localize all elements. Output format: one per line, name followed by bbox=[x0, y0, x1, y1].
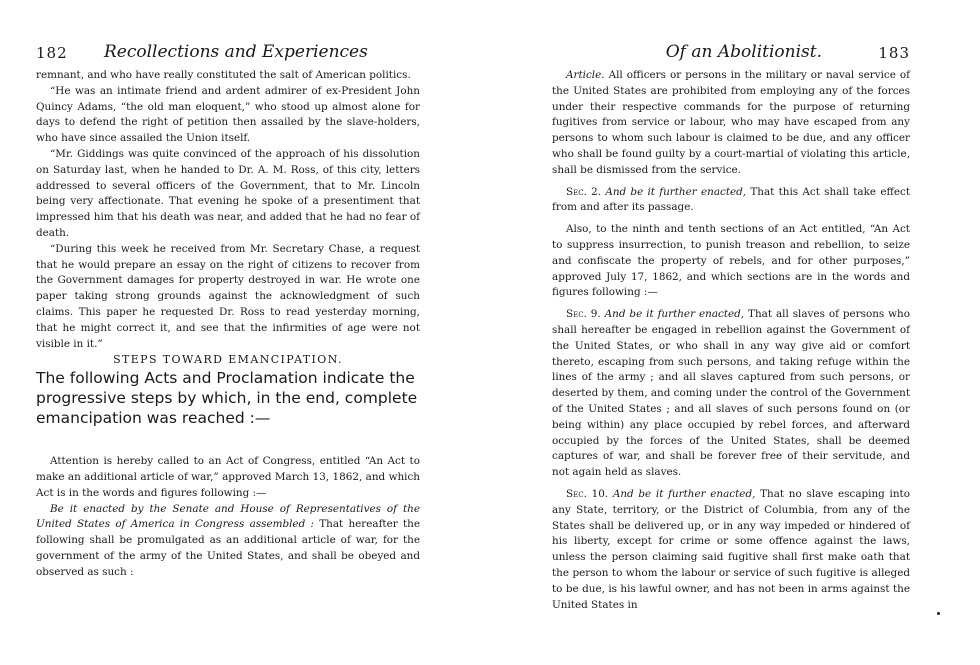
left-page-header bbox=[36, 42, 420, 68]
intro-paragraph: The following Acts and Proclamation indicate the progressive steps by which, in the end, complete emancipation was reached :— bbox=[36, 369, 418, 428]
section-2-text: That this Act shall take effect from and after its passage. bbox=[552, 185, 910, 214]
section-2-italic: And be it further enacted, bbox=[605, 185, 747, 198]
attention-paragraph: Attention is hereby called to an Act of Congress, entitled “An Act to make an additional article of war,” approved March 13, 1862, and which Act is in the words and figures following :— bbox=[36, 455, 420, 499]
article-text: All officers or persons in the military or naval service of the United States are prohibited from employing any of the forces under their respective commands for the purpose of returning fugitives from service or labour, who may have escaped from any persons to whom such labour is claimed to be due, and any officer who shall be found guilty by a court-martial of violating this article, shall be dismissed from the service. bbox=[552, 69, 910, 176]
article-paragraph bbox=[552, 68, 910, 179]
section-10-italic: And be it further enacted, bbox=[612, 487, 756, 500]
right-page-header bbox=[552, 42, 910, 68]
section-2-paragraph bbox=[552, 185, 910, 217]
left-running-title: Recollections and Experiences bbox=[104, 42, 368, 62]
section-9-paragraph bbox=[552, 307, 910, 481]
section-2-label: Sec. 2. bbox=[566, 185, 602, 198]
paragraph: “During this week he received from Mr. Secretary Chase, a request that he would prepare an essay on the right of citizens to recover from the Government damages for property destroyed in war. He wrote one paper taking strong grounds against the acknowledgment of such claims. This paper he requested Dr. Ross to read yesterday morning, that he might correct it, and see that the infirmities of age were not visible in it.” bbox=[36, 242, 420, 350]
left-page-body bbox=[36, 68, 420, 581]
section-10-paragraph bbox=[552, 487, 910, 613]
page-speck bbox=[937, 612, 940, 615]
right-running-title: Of an Abolitionist. bbox=[665, 42, 822, 62]
section-9-label: Sec. 9. bbox=[566, 308, 601, 321]
left-page-number: 182 bbox=[36, 44, 68, 62]
right-page bbox=[490, 0, 980, 665]
article-label: Article. bbox=[566, 69, 605, 81]
paragraph: “He was an intimate friend and ardent admirer of ex-President John Quincy Adams, “the old man eloquent,” who stood up almost alone for days to defend the right of petition then assailed by the slave-holders, who have since assailed the Union itself. bbox=[36, 84, 420, 145]
also-paragraph: Also, to the ninth and tenth sections of an Act entitled, “An Act to suppress insurrection, to punish treason and rebellion, to seize and confiscate the property of rebels, and for other purposes,” approved July 17, 1862, and which sections are in the words and figures following :— bbox=[552, 223, 910, 299]
section-heading: STEPS TOWARD EMANCIPATION. bbox=[113, 353, 343, 367]
paragraph: remnant, and who have really constituted the salt of American politics. bbox=[36, 69, 411, 81]
enacting-clause bbox=[36, 502, 420, 581]
section-9-italic: And be it further enacted, bbox=[604, 308, 745, 321]
section-10-label: Sec. 10. bbox=[566, 487, 609, 500]
enacting-clause-italic: Be it enacted by the Senate and House of Representatives of the United States of America in Congress assembled : bbox=[36, 502, 420, 531]
right-page-body bbox=[552, 68, 910, 613]
enacting-clause-text: That hereafter the following shall be promulgated as an additional article of war, for the government of the army of the United States, and shall be obeyed and observed as such : bbox=[36, 518, 420, 578]
section-10-text: That no slave escaping into any State, territory, or the District of Columbia, from any of the States shall be delivered up, or in any way impeded or hindered of his liberty, except for crime or some offence against the laws, unless the person claiming said fugitive shall first make oath that the person to whom the labour or service of such fugitive is alleged to be due, is his lawful owner, and has not been in arms against the United States in bbox=[552, 487, 910, 611]
right-page-number: 183 bbox=[878, 44, 910, 62]
paragraph: “Mr. Giddings was quite convinced of the approach of his dissolution on Saturday last, when he handed to Dr. A. M. Ross, of this city, letters addressed to several officers of the Government, that to Mr. Lincoln being very affectionate. That evening he spoke of a presentiment that impressed him that his death was near, and added that he had no fear of death. bbox=[36, 147, 420, 239]
section-9-text: That all slaves of persons who shall hereafter be engaged in rebellion against the Government of the United States, or who shall in any way give aid or comfort thereto, escaping from such persons, and taking refuge within the lines of the army ; and all slaves captured from such persons, or deserted by them, and coming under the control of the Government of the United States ; and all slaves of such persons found on (or being within) any place occupied by rebel forces, and afterward occupied by the forces of the United States, shall be deemed captures of war, and shall be forever free of their servitude, and not again held as slaves. bbox=[552, 308, 910, 479]
